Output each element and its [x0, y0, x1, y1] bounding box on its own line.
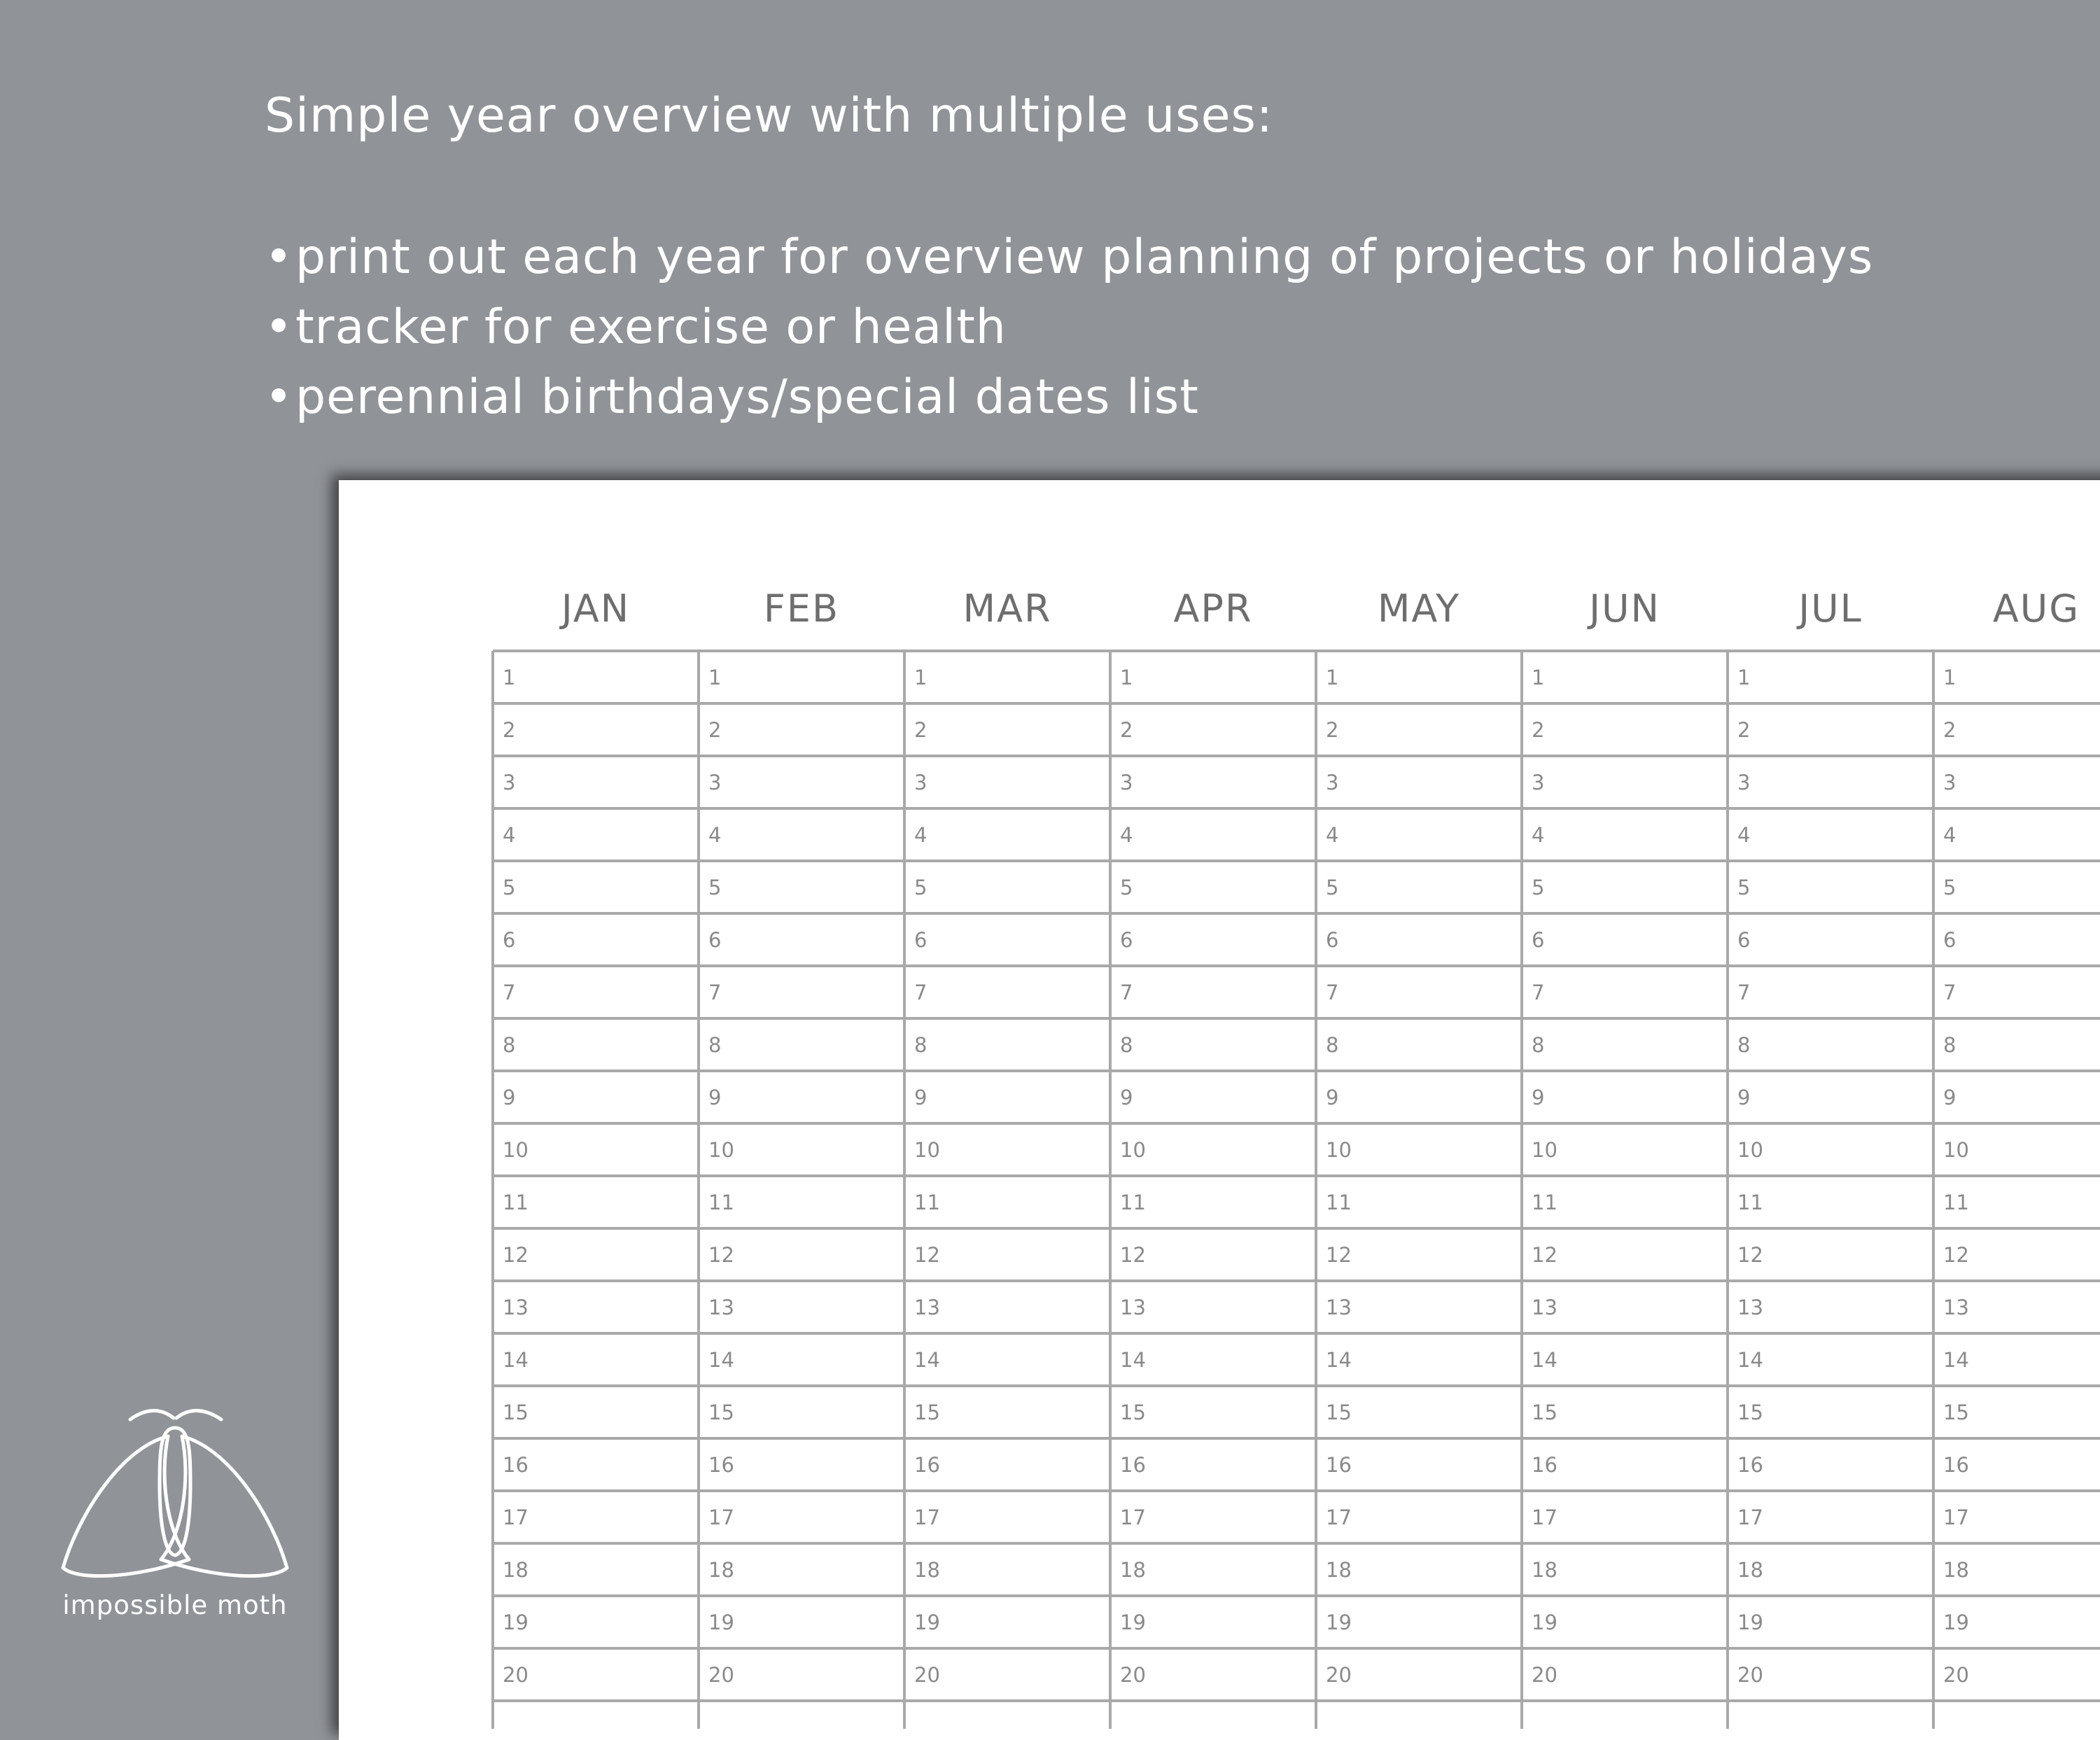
day-cell-number: 10	[708, 1138, 734, 1162]
day-cell-number: 16	[708, 1453, 734, 1477]
day-cell-number: 9	[1943, 1086, 1956, 1109]
day-cell-number: 4	[1120, 823, 1133, 847]
day-cell-number: 6	[1120, 928, 1133, 952]
day-cell-number: 14	[708, 1348, 734, 1372]
day-cell-number: 10	[1326, 1138, 1352, 1162]
day-cell-number: 7	[1943, 981, 1956, 1004]
day-cell-number: 20	[914, 1663, 940, 1687]
day-cell-number: 1	[914, 666, 927, 689]
day-cell-number: 5	[914, 876, 927, 899]
day-cell-number: 8	[708, 1033, 722, 1057]
month-header-feb: FEB	[763, 587, 840, 631]
day-cell-number: 18	[1532, 1558, 1558, 1582]
day-cell-number: 7	[708, 981, 722, 1004]
day-cell-number: 11	[1943, 1191, 1969, 1214]
day-cell-number: 2	[708, 718, 722, 742]
day-cell-number: 20	[1943, 1663, 1969, 1687]
day-cell-number: 9	[1737, 1086, 1751, 1109]
day-cell-number: 4	[1326, 823, 1339, 847]
day-cell-number: 19	[503, 1611, 528, 1634]
day-cell-number: 3	[1326, 771, 1339, 794]
day-cell-number: 12	[1326, 1243, 1352, 1267]
day-cell-number: 11	[1326, 1191, 1352, 1214]
day-cell-number: 15	[1532, 1401, 1558, 1424]
day-cell-number: 9	[914, 1086, 927, 1109]
day-cell-number: 5	[1326, 876, 1339, 899]
day-cell-number: 2	[1943, 718, 1956, 742]
day-cell-number: 15	[1326, 1401, 1352, 1424]
use-item-tracker: • tracker for exercise or health	[265, 293, 1873, 363]
day-cell-number: 13	[1326, 1296, 1352, 1319]
day-cell-number: 19	[914, 1611, 940, 1634]
day-cell-number: 17	[503, 1506, 528, 1529]
day-cell-number: 14	[1943, 1348, 1969, 1372]
day-cell-number: 19	[1737, 1611, 1763, 1634]
day-cell-number: 13	[914, 1296, 940, 1319]
day-cell-number: 5	[503, 876, 516, 899]
month-header-jan: JAN	[561, 587, 631, 631]
day-cell-number: 20	[1326, 1663, 1352, 1687]
day-cell-number: 14	[1120, 1348, 1146, 1372]
day-cell-number: 5	[1120, 876, 1133, 899]
day-cell-number: 4	[1532, 823, 1545, 847]
day-cell-number: 6	[708, 928, 722, 952]
day-cell-number: 2	[503, 718, 516, 742]
day-cell-number: 1	[503, 666, 516, 689]
day-cell-number: 13	[503, 1296, 528, 1319]
day-cell-number: 9	[1326, 1086, 1339, 1109]
day-cell-number: 19	[1943, 1611, 1969, 1634]
day-cell-number: 20	[1532, 1663, 1558, 1687]
day-cell-number: 7	[1120, 981, 1133, 1004]
day-cell-number: 11	[1532, 1191, 1558, 1214]
day-cell-number: 12	[1737, 1243, 1763, 1267]
day-cell-number: 18	[503, 1558, 528, 1582]
day-cell-number: 14	[1532, 1348, 1558, 1372]
day-cell-number: 8	[503, 1033, 516, 1057]
headline: Simple year overview with multiple uses:	[265, 88, 1273, 143]
day-cell-number: 6	[914, 928, 927, 952]
day-cell-number: 14	[914, 1348, 940, 1372]
day-cell-number: 13	[1943, 1296, 1969, 1319]
day-cell-number: 8	[1326, 1033, 1339, 1057]
day-cell-number: 4	[914, 823, 927, 847]
day-cell-number: 16	[1943, 1453, 1969, 1477]
day-cell-number: 6	[1532, 928, 1545, 952]
day-cell-number: 12	[914, 1243, 940, 1267]
day-cell-number: 6	[503, 928, 516, 952]
day-cell-number: 12	[1532, 1243, 1558, 1267]
day-cell-number: 19	[1326, 1611, 1352, 1634]
day-cell-number: 4	[1943, 823, 1956, 847]
day-cell-number: 18	[914, 1558, 940, 1582]
day-cell-number: 5	[1532, 876, 1545, 899]
day-cell-number: 20	[708, 1663, 734, 1687]
day-cell-number: 9	[1532, 1086, 1545, 1109]
day-cell-number: 19	[1120, 1611, 1146, 1634]
day-cell-number: 3	[503, 771, 516, 794]
day-cell-number: 9	[1120, 1086, 1133, 1109]
day-cell-number: 16	[1737, 1453, 1763, 1477]
day-cell-number: 5	[708, 876, 722, 899]
day-cell-number: 2	[1532, 718, 1545, 742]
day-cell-number: 10	[1532, 1138, 1558, 1162]
day-cell-number: 17	[914, 1506, 940, 1529]
day-cell-number: 10	[1737, 1138, 1763, 1162]
day-cell-number: 1	[1943, 666, 1956, 689]
day-cell-number: 3	[914, 771, 927, 794]
day-cell-number: 15	[1943, 1401, 1969, 1424]
day-cell-number: 9	[503, 1086, 516, 1109]
month-header-jun: JUN	[1589, 587, 1660, 631]
day-cell-number: 14	[1326, 1348, 1352, 1372]
day-cell-number: 16	[1326, 1453, 1352, 1477]
day-cell-number: 12	[503, 1243, 528, 1267]
day-cell-number: 9	[708, 1086, 722, 1109]
day-cell-number: 17	[1943, 1506, 1969, 1529]
day-cell-number: 17	[1532, 1506, 1558, 1529]
day-cell-number: 17	[1120, 1506, 1146, 1529]
day-cell-number: 2	[1120, 718, 1133, 742]
day-cell-number: 18	[708, 1558, 734, 1582]
day-cell-number: 3	[708, 771, 722, 794]
day-cell-number: 12	[708, 1243, 734, 1267]
day-cell-number: 11	[914, 1191, 940, 1214]
month-header-mar: MAR	[962, 587, 1052, 631]
day-cell-number: 7	[503, 981, 516, 1004]
day-cell-number: 16	[1532, 1453, 1558, 1477]
day-cell-number: 10	[1943, 1138, 1969, 1162]
day-cell-number: 17	[1326, 1506, 1352, 1529]
day-cell-number: 1	[708, 666, 722, 689]
month-header-aug: AUG	[1992, 587, 2080, 631]
day-cell-number: 13	[1737, 1296, 1763, 1319]
day-cell-number: 1	[1532, 666, 1545, 689]
day-cell-number: 11	[1737, 1191, 1763, 1214]
day-cell-number: 19	[1532, 1611, 1558, 1634]
day-cell-number: 8	[1120, 1033, 1133, 1057]
brand-logo	[49, 1393, 301, 1631]
month-header-apr: APR	[1173, 587, 1253, 631]
day-cell-number: 1	[1326, 666, 1339, 689]
day-cell-number: 13	[1120, 1296, 1146, 1319]
day-cell-number: 3	[1532, 771, 1545, 794]
day-cell-number: 3	[1120, 771, 1133, 794]
day-cell-number: 17	[1737, 1506, 1763, 1529]
day-cell-number: 10	[914, 1138, 940, 1162]
day-cell-number: 6	[1943, 928, 1956, 952]
day-cell-number: 10	[1120, 1138, 1146, 1162]
day-cell-number: 3	[1943, 771, 1956, 794]
day-cell-number: 8	[1943, 1033, 1956, 1057]
day-cell-number: 2	[1737, 718, 1751, 742]
day-cell-number: 18	[1737, 1558, 1763, 1582]
month-header-jul: JUL	[1798, 587, 1863, 631]
day-cell-number: 15	[914, 1401, 940, 1424]
day-cell-number: 1	[1737, 666, 1751, 689]
day-cell-number: 18	[1943, 1558, 1969, 1582]
day-cell-number: 1	[1120, 666, 1133, 689]
day-cell-number: 16	[914, 1453, 940, 1477]
month-header-may: MAY	[1377, 587, 1461, 631]
day-cell-number: 18	[1326, 1558, 1352, 1582]
day-cell-number: 13	[1532, 1296, 1558, 1319]
day-cell-number: 15	[1737, 1401, 1763, 1424]
day-cell-number: 20	[1120, 1663, 1146, 1687]
day-cell-number: 6	[1737, 928, 1751, 952]
uses-list	[265, 223, 1873, 433]
day-cell-number: 20	[1737, 1663, 1763, 1687]
day-cell-number: 8	[1532, 1033, 1545, 1057]
use-item-dates-list: • perennial birthdays/special dates list	[265, 363, 1873, 433]
day-cell-number: 20	[503, 1663, 528, 1687]
day-cell-number: 4	[503, 823, 516, 847]
day-cell-number: 19	[708, 1611, 734, 1634]
day-cell-number: 5	[1943, 876, 1956, 899]
day-cell-number: 7	[1532, 981, 1545, 1004]
day-cell-number: 3	[1737, 771, 1751, 794]
day-cell-number: 11	[1120, 1191, 1146, 1214]
day-cell-number: 16	[503, 1453, 528, 1477]
day-cell-number: 10	[503, 1138, 528, 1162]
day-cell-number: 15	[1120, 1401, 1146, 1424]
day-cell-number: 16	[1120, 1453, 1146, 1477]
day-cell-number: 11	[708, 1191, 734, 1214]
day-cell-number: 11	[503, 1191, 528, 1214]
day-cell-number: 12	[1120, 1243, 1146, 1267]
day-cell-number: 2	[1326, 718, 1339, 742]
day-cell-number: 18	[1120, 1558, 1146, 1582]
day-cell-number: 4	[708, 823, 722, 847]
day-cell-number: 15	[503, 1401, 528, 1424]
day-cell-number: 8	[1737, 1033, 1751, 1057]
day-cell-number: 17	[708, 1506, 734, 1529]
day-cell-number: 7	[1326, 981, 1339, 1004]
day-cell-number: 4	[1737, 823, 1751, 847]
brand-name: impossible moth	[62, 1590, 288, 1620]
moth-icon	[49, 1393, 301, 1589]
day-cell-number: 7	[914, 981, 927, 1004]
day-cell-number: 6	[1326, 928, 1339, 952]
day-cell-number: 12	[1943, 1243, 1969, 1267]
day-cell-number: 13	[708, 1296, 734, 1319]
calendar-grid	[493, 651, 2100, 1687]
day-cell-number: 8	[914, 1033, 927, 1057]
day-cell-number: 2	[914, 718, 927, 742]
day-cell-number: 5	[1737, 876, 1751, 899]
day-cell-number: 15	[708, 1401, 734, 1424]
day-cell-number: 14	[503, 1348, 528, 1372]
day-cell-number: 7	[1737, 981, 1751, 1004]
day-cell-number: 14	[1737, 1348, 1763, 1372]
use-item-planning: • print out each year for overview planning of projects or holidays	[265, 223, 1873, 293]
